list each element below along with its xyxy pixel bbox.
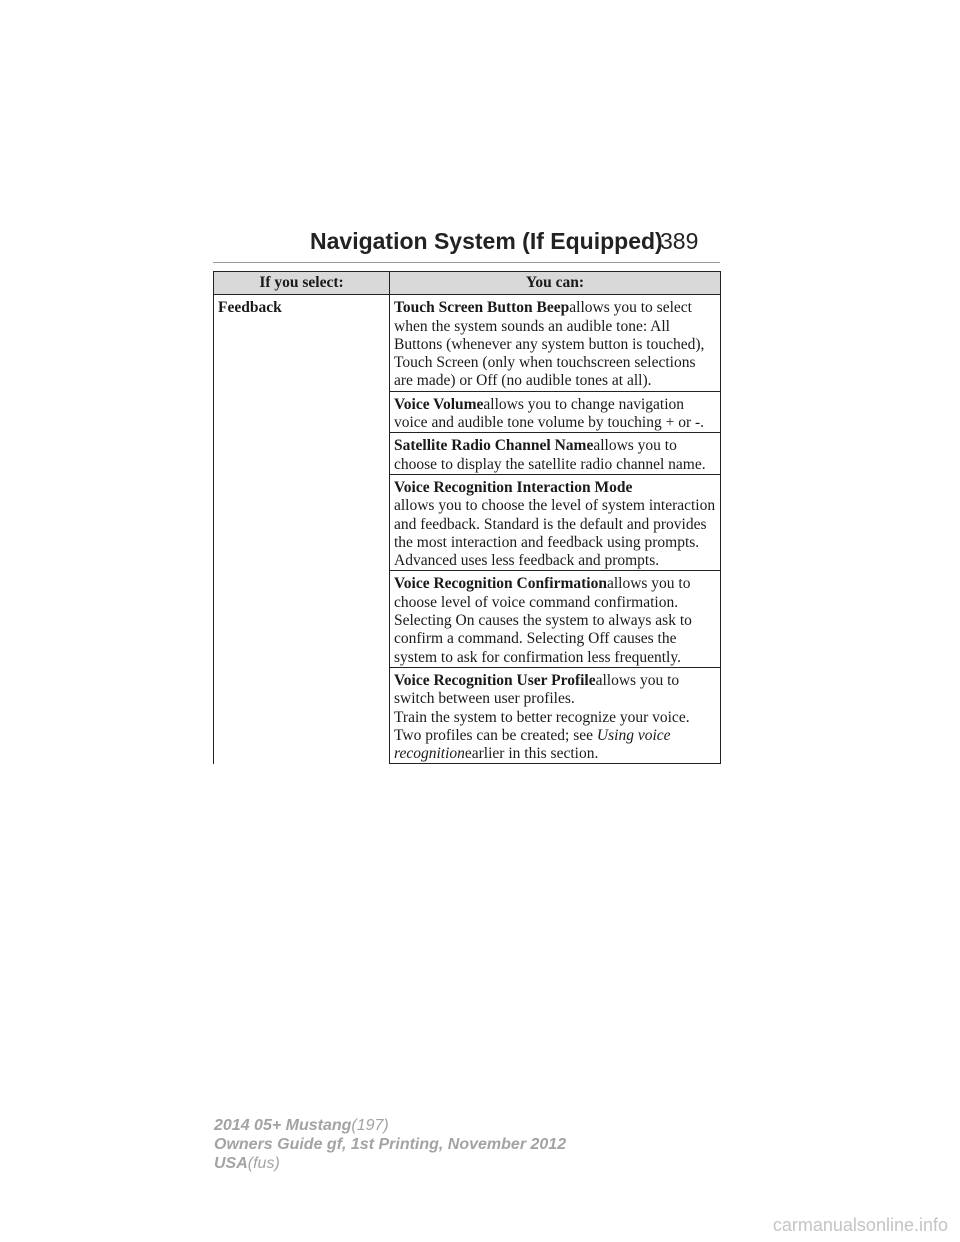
footer-region: USA xyxy=(214,1155,248,1172)
setting-text: allows you to change navigation voice and audible tone volume by touching + or -. xyxy=(394,395,705,432)
setting-term: Touch Screen Button Beep xyxy=(394,299,570,317)
description-cell xyxy=(390,667,721,763)
setting-term: Satellite Radio Channel Name xyxy=(394,437,594,455)
setting-term: Voice Recognition Interaction Mode xyxy=(394,478,633,496)
page-title: Navigation System (If Equipped) xyxy=(310,228,663,254)
setting-term: Voice Recognition Confirmation xyxy=(394,575,607,593)
setting-term: Voice Recognition User Profile xyxy=(394,671,596,689)
setting-term: Voice Volume xyxy=(394,395,484,413)
description-cell xyxy=(390,474,721,570)
description-cell xyxy=(390,295,721,391)
description-cell xyxy=(390,391,721,433)
option-feedback: Feedback xyxy=(214,295,390,764)
footer-model: 2014 05+ Mustang xyxy=(214,1117,352,1134)
column-header-can: You can: xyxy=(390,272,721,295)
watermark: carmanualsonline.info xyxy=(772,1215,948,1235)
settings-table xyxy=(213,271,721,764)
setting-text-end: earlier in this section. xyxy=(464,745,599,763)
setting-text: allows you to choose the level of system interaction and feedback. Standard is the default and provides the most interaction and feedback using prompts. Advanced uses less feedback and prompts. xyxy=(394,497,716,570)
setting-text: allows you to switch between user profiles. xyxy=(394,671,680,708)
footer-printing: Owners Guide gf, 1st Printing, November 2012 xyxy=(214,1136,567,1153)
table-header-row xyxy=(214,272,721,295)
footer-region-code: (fus) xyxy=(247,1155,280,1172)
page-number: 389 xyxy=(660,228,699,254)
table-row xyxy=(214,295,721,391)
footer-code: (197) xyxy=(351,1117,389,1134)
setting-text: allows you to select when the system sounds an audible tone: All Buttons (whenever any system button is touched), Touch Screen (only when touchscreen selections are made) or Off (no audible tones at all). xyxy=(394,299,705,390)
column-header-select: If you select: xyxy=(214,272,390,295)
description-cell xyxy=(390,571,721,667)
setting-text: allows you to choose to display the satellite radio channel name. xyxy=(394,437,706,473)
setting-text: allows you to choose level of voice command confirmation. Selecting On causes the system to always ask to confirm a command. Selecting Off causes the system to ask for confirmation less frequently. xyxy=(394,575,692,666)
header-divider xyxy=(213,262,720,263)
cross-reference-link: Using voice recognition xyxy=(394,726,671,763)
setting-text-extra: Train the system to better recognize your voice. Two profiles can be created; see xyxy=(394,708,690,744)
description-cell xyxy=(390,433,721,475)
page-footer xyxy=(214,1116,566,1173)
